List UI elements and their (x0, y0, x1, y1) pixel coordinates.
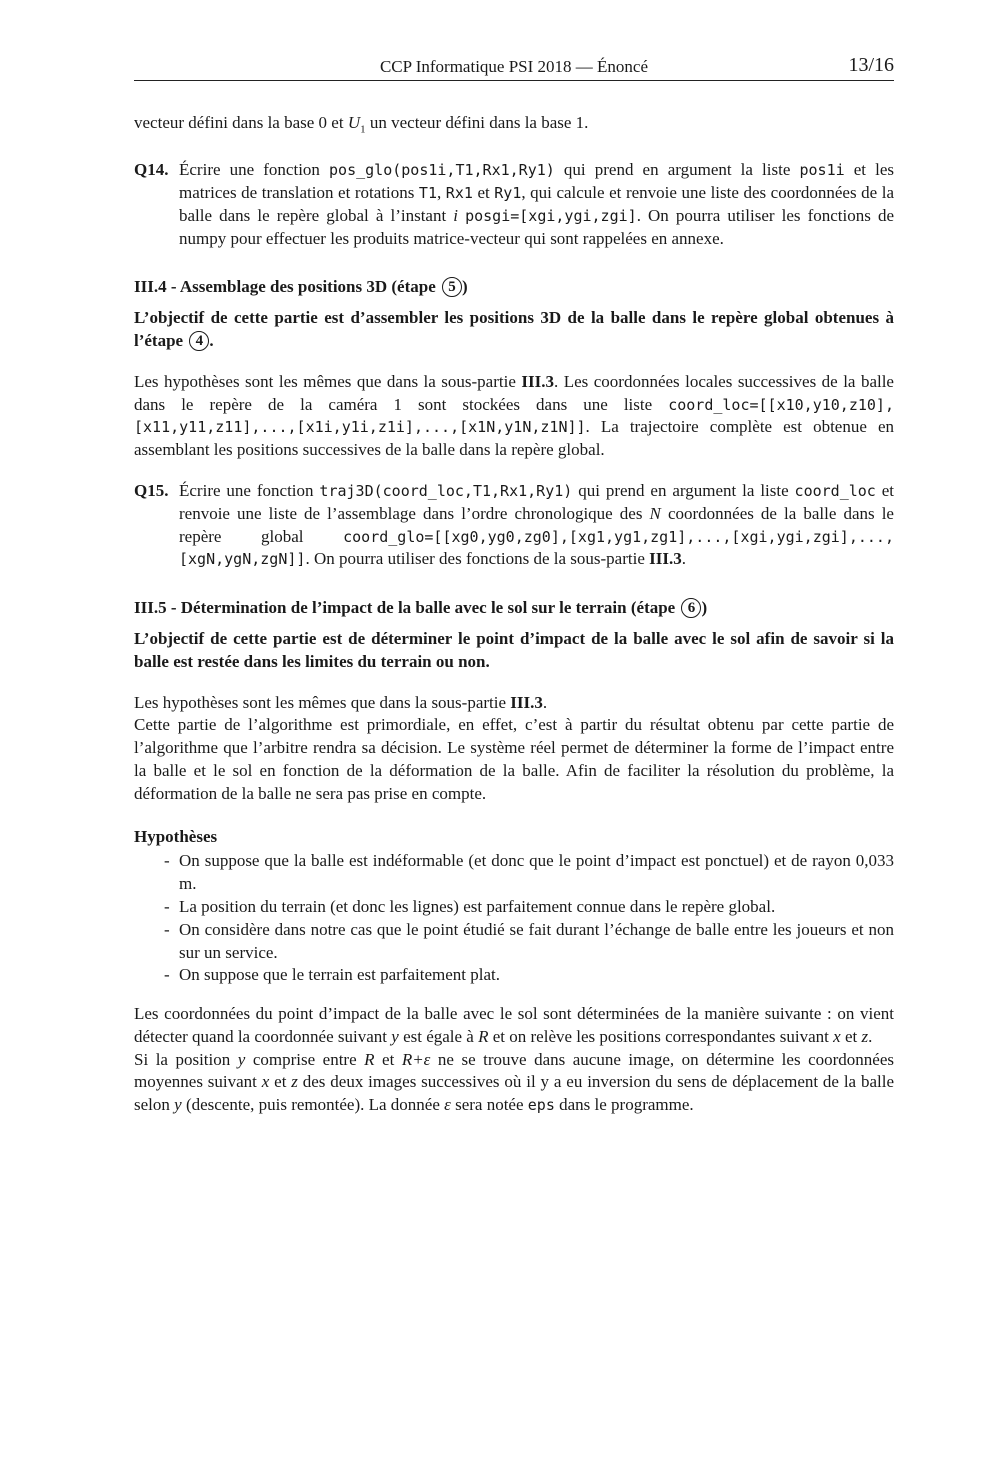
section-III4-objective: L’objectif de cette partie est d’assembler les positions 3D de la balle dans le repère global obtenues à l’étape 4 . (134, 308, 894, 350)
header-title: CCP Informatique PSI 2018 — Énoncé (379, 57, 649, 76)
hypotheses-list (134, 850, 894, 987)
q14-label: Q14. (134, 160, 169, 180)
list-item: - On suppose que le terrain est parfaitement plat. (134, 964, 894, 987)
step-5-badge: 5 (442, 277, 462, 297)
section-III5-paragraph-3: Les coordonnées du point d’impact de la balle avec le sol sont déterminées de la manière suivante : on vient détecter quand la coordonnée suivant y est égale à R et on relève les positions correspondantes suivant x et z. (134, 1004, 894, 1046)
page-content (134, 112, 894, 1117)
step-4-badge: 4 (189, 331, 209, 351)
section-III5-paragraph-1: Les hypothèses sont les mêmes que dans la sous-partie III.3. (134, 692, 548, 712)
section-heading-III5: III.5 - Détermination de l’impact de la balle avec le sol sur le terrain (étape 6 ) (134, 598, 708, 618)
section-III4-paragraph: Les hypothèses sont les mêmes que dans la sous-partie III.3. Les coordonnées locales successives de la balle dans le repère de la caméra 1 sont stockées dans une liste coord_loc=[[x10,y10,z10],[x11,y11,z11],...,[x1i,y1i,z1i],...,[x1N,y1N,z1N]]. La trajectoire complète est obtenue en assemblant les positions successives de la balle dans la repère global. (134, 371, 894, 460)
section-III5-objective: L’objectif de cette partie est de déterminer le point d’impact de la balle avec le sol afin de savoir si la balle est restée dans les limites du terrain ou non. (134, 628, 894, 671)
q15-text: Écrire une fonction traj3D(coord_loc,T1,Rx1,Ry1) qui prend en argument la liste coord_loc et renvoie une liste de l’assemblage dans l’ordre chronologique des N coordonnées de la balle dans le repère global coord_glo=[[xg0,yg0,zg0],[xg1,yg1,zg1],...,[xgi,ygi,zgi],...,[xgN,ygN,zgN]]. On pourra utiliser des fonctions de la sous-partie III.3. (179, 480, 894, 569)
q14-text: Écrire une fonction pos_glo(pos1i,T1,Rx1,Ry1) qui prend en argument la liste pos1i et les matrices de translation et rotations T1, Rx1 et Ry1, qui calcule et renvoie une liste des coordonnées de la balle dans le repère global à l’instant i posgi=[xgi,ygi,zgi]. On pourra utiliser les fonctions de numpy pour effectuer les produits matrice-vecteur qui sont rappelées en annexe. (179, 160, 895, 248)
page-header (134, 54, 894, 81)
section-III5-paragraph-4: Si la position y comprise entre R et R+ε ne se trouve dans aucune image, on détermine les coordonnées moyennes suivant x et z des deux images successives où il y a eu inversion du sens de déplacement de la balle selon y (descente, puis remontée). La donnée ε sera notée eps dans le programme. (134, 1049, 894, 1115)
list-item: - On considère dans notre cas que le point étudié se fait durant l’échange de balle entre les joueurs et non sur un service. (134, 919, 894, 965)
page-number: 13/16 (848, 54, 894, 76)
section-heading-III4: III.4 - Assemblage des positions 3D (étape 5 ) (134, 277, 468, 297)
step-6-badge: 6 (681, 598, 701, 618)
hypotheses-title: Hypothèses (134, 826, 218, 846)
intro-paragraph: vecteur défini dans la base 0 et $U_1$ un vecteur défini dans la base 1. (134, 113, 589, 136)
section-III5-paragraph-2: Cette partie de l’algorithme est primordiale, en effet, c’est à partir du résultat obtenu par cette partie de l’algorithme que l’arbitre rendra sa décision. Le système réel permet de déterminer la forme de l’impact entre la balle et le sol en fonction de la déformation de la balle. Afin de faciliter la résolution du problème, la déformation de la balle ne sera pas prise en compte. (134, 715, 894, 803)
question-q15 (134, 480, 894, 571)
question-q14 (134, 159, 894, 250)
list-item: - La position du terrain (et donc les lignes) est parfaitement connue dans le repère global. (134, 896, 894, 919)
list-item: - On suppose que la balle est indéformable (et donc que le point d’impact est ponctuel) et de rayon 0,033 m. (134, 850, 894, 896)
q15-label: Q15. (134, 480, 169, 500)
